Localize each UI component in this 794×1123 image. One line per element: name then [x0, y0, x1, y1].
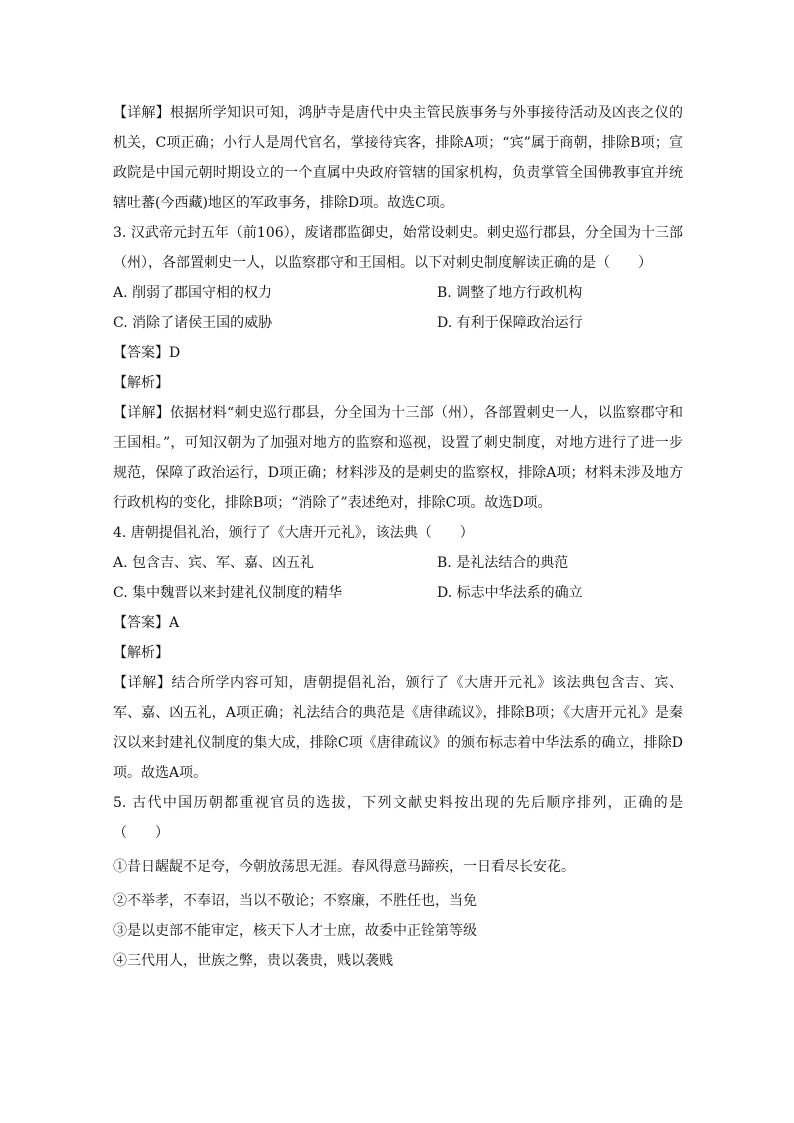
question-3-analysis-heading: 【解析】: [113, 375, 169, 391]
question-4-answer: 【答案】A: [113, 615, 180, 631]
question-3-options-row-2: [113, 308, 683, 338]
question-4-option-a: A. 包含吉、宾、军、嘉、凶五礼: [113, 555, 315, 571]
question-3-answer: 【答案】D: [113, 345, 181, 361]
question-5-source-2: ②不举孝，不奉诏，当以不敬论；不察廉，不胜任也，当免: [113, 893, 477, 909]
question-4-options-row-2: [113, 578, 683, 608]
question-4-stem: 4. 唐朝提倡礼治，颁行了《大唐开元礼》，该法典（ ）: [113, 525, 474, 541]
question-4-explanation-detail: 【详解】结合所学内容可知，唐朝提倡礼治，颁行了《大唐开元礼》该法典包含吉、宾、军、嘉、凶五礼，A项正确；礼法结合的典范是《唐律疏议》，排除B项；《大唐开元礼》是秦汉以来封建礼仪制度的集大成，排除C项《唐律疏议》的颁布标志着中华法系的确立，排除D项。故选A项。: [113, 675, 683, 781]
question-4-option-b: B. 是礼法结合的典范: [437, 555, 569, 571]
question-4-analysis-heading: 【解析】: [113, 645, 169, 661]
question-3-explanation-detail: 【详解】依据材料“刺史巡行郡县，分全国为十三部（州），各部置刺史一人，以监察郡守和王国相。”，可知汉朝为了加强对地方的监察和巡视，设置了刺史制度，对地方进行了进一步规范，保障了政治运行，D项正确；材料涉及的是刺史的监察权，排除A项；材料未涉及地方行政机构的变化，排除B项；“消除了”表述绝对，排除C项。故选D项。: [113, 405, 683, 511]
question-3-option-b: B. 调整了地方行政机构: [437, 285, 583, 301]
question-4-options-row-1: [113, 548, 683, 578]
question-3-option-a: A. 削弱了郡国守相的权力: [113, 285, 273, 301]
question-4-option-c: C. 集中魏晋以来封建礼仪制度的精华: [113, 585, 343, 601]
document-body: [113, 98, 683, 976]
question-5-source-3: ③是以吏部不能审定，核天下人才士庶，故委中正铨第等级: [113, 923, 477, 939]
question-3-options-row-1: [113, 278, 683, 308]
question-4-option-d: D. 标志中华法系的确立: [437, 585, 583, 601]
q2-explanation-detail: 【详解】根据所学知识可知，鸿胪寺是唐代中央主管民族事务与外事接待活动及凶丧之仪的机关，C项正确；小行人是周代官名，掌接待宾客，排除A项；“宾”属于商朝，排除B项；宣政院是中国元朝时期设立的一个直属中央政府管辖的国家机构，负责掌管全国佛教事宜并统辖吐蕃(今西藏)地区的军政事务，排除D项。故选C项。: [113, 105, 683, 211]
question-3-option-c: C. 消除了诸侯王国的威胁: [113, 315, 273, 331]
question-3-stem: 3. 汉武帝元封五年（前106），废诸郡监御史，始常设刺史。刺史巡行郡县，分全国为十三部（州），各部置刺史一人，以监察郡守和王国相。以下对刺史制度解读正确的是（ ）: [113, 225, 683, 271]
question-5-source-1: ①昔日龌龊不足夸，今朝放荡思无涯。春风得意马蹄疾，一日看尽长安花。: [113, 859, 575, 875]
question-5-stem: 5. 古代中国历朝都重视官员的选拔，下列文献史料按出现的先后顺序排列，正确的是（ ）: [113, 795, 683, 841]
question-5-source-4: ④三代用人，世族之弊，贵以袭贵，贱以袭贱: [113, 953, 393, 969]
question-3-option-d: D. 有利于保障政治运行: [437, 315, 583, 331]
